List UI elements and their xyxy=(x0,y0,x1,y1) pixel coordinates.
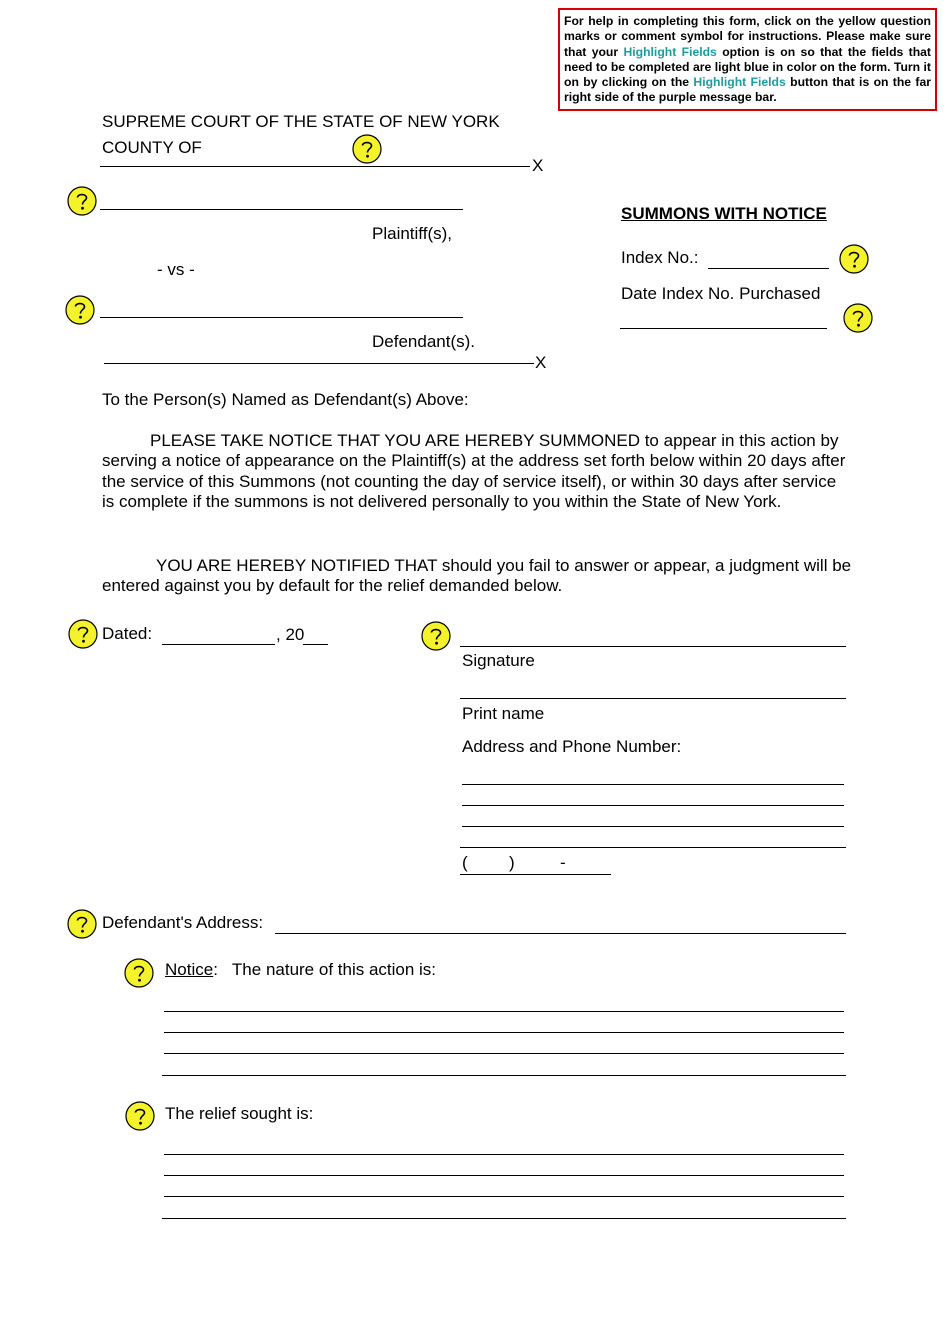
question-icon[interactable] xyxy=(68,619,98,649)
nature-label: The nature of this action is: xyxy=(231,960,437,979)
help-text-1: For help in completing this form, click on the yellow question marks or comment symbol for instructions. Please make sure that your xyxy=(564,14,931,59)
highlight-fields-link-1[interactable]: Highlight Fields xyxy=(623,44,717,59)
date-index-label: Date Index No. Purchased xyxy=(621,284,821,303)
question-icon[interactable] xyxy=(67,909,97,939)
relief-line-3[interactable] xyxy=(164,1196,844,1197)
print-name-field[interactable] xyxy=(460,698,846,699)
notice-colon: : xyxy=(213,960,218,979)
notice-word: Notice xyxy=(165,960,214,979)
question-icon[interactable] xyxy=(352,134,382,164)
help-instructions-box xyxy=(558,8,937,111)
county-field-line[interactable] xyxy=(100,166,530,167)
question-icon[interactable] xyxy=(125,1101,155,1131)
address-line-2[interactable] xyxy=(462,805,844,806)
notified-paragraph xyxy=(102,556,852,597)
notice-caps: PLEASE TAKE NOTICE THAT YOU ARE HEREBY SUMMONED xyxy=(150,431,640,450)
caption-bottom-line xyxy=(104,363,534,364)
relief-label: The relief sought is: xyxy=(165,1104,314,1123)
relief-line-2[interactable] xyxy=(164,1175,844,1176)
phone-dash: - xyxy=(560,853,566,872)
question-icon[interactable] xyxy=(421,621,451,651)
notified-caps: YOU ARE HEREBY NOTIFIED THAT xyxy=(156,556,438,575)
index-no-field[interactable] xyxy=(708,268,829,269)
address-phone-label: Address and Phone Number: xyxy=(462,737,682,756)
defendant-address-label: Defendant's Address: xyxy=(102,913,264,932)
phone-field[interactable] xyxy=(460,874,611,875)
defendant-field-line[interactable] xyxy=(100,317,463,318)
year-field[interactable] xyxy=(303,644,328,645)
address-line-3[interactable] xyxy=(462,826,844,827)
question-icon[interactable] xyxy=(839,244,869,274)
plaintiff-label: Plaintiff(s), xyxy=(372,224,452,243)
caption-x-top: X xyxy=(532,156,544,175)
phone-close-paren: ) xyxy=(509,853,515,872)
help-text-3: button that is on the far right side of the purple message bar. xyxy=(564,75,932,105)
defendant-address-field[interactable] xyxy=(275,933,846,934)
highlight-fields-link-2[interactable]: Highlight Fields xyxy=(693,75,786,90)
nature-line-2[interactable] xyxy=(164,1032,844,1033)
year-prefix: , 20 xyxy=(276,625,305,644)
address-line-4[interactable] xyxy=(460,847,846,848)
nature-line-3[interactable] xyxy=(164,1053,844,1054)
relief-line-1[interactable] xyxy=(164,1154,844,1155)
dated-label: Dated: xyxy=(102,624,153,643)
court-name: SUPREME COURT OF THE STATE OF NEW YORK xyxy=(102,112,500,131)
notified-rest: should you fail to answer or appear, a judgment will be entered against you by default for the relief demanded below. xyxy=(102,556,852,596)
index-no-label: Index No.: xyxy=(621,248,699,267)
question-icon[interactable] xyxy=(843,303,873,333)
dated-field[interactable] xyxy=(162,644,275,645)
nature-line-1[interactable] xyxy=(164,1011,844,1012)
plaintiff-field-line[interactable] xyxy=(100,209,463,210)
help-text-2: option is on so that the fields that need to be completed are light blue in color on the form. Turn it on by clicking on the xyxy=(564,44,931,90)
notice-paragraph xyxy=(102,431,852,512)
phone-open-paren: ( xyxy=(462,853,468,872)
defendant-label: Defendant(s). xyxy=(372,332,475,351)
print-name-label: Print name xyxy=(462,704,545,723)
question-icon[interactable] xyxy=(67,186,97,216)
date-index-field[interactable] xyxy=(620,328,827,329)
form-title: SUMMONS WITH NOTICE xyxy=(621,204,827,223)
county-label: COUNTY OF xyxy=(102,138,202,157)
question-icon[interactable] xyxy=(65,295,95,325)
addressee-line: To the Person(s) Named as Defendant(s) Above: xyxy=(102,390,469,409)
notice-heading xyxy=(165,960,436,980)
caption-x-bottom: X xyxy=(535,353,547,372)
signature-label: Signature xyxy=(462,651,535,670)
question-icon[interactable] xyxy=(124,958,154,988)
address-line-1[interactable] xyxy=(462,784,844,785)
relief-line-4[interactable] xyxy=(162,1218,846,1219)
signature-field[interactable] xyxy=(460,646,846,647)
nature-line-4[interactable] xyxy=(162,1075,846,1076)
notice-rest: to appear in this action by serving a notice of appearance on the Plaintiff(s) at the address set forth below within 20 days after the service of this Summons (not counting the day of service itself), or within 30 days after service is complete if the summons is not delivered personally to you within the State of New York. xyxy=(102,431,846,511)
vs-label: - vs - xyxy=(157,260,195,279)
